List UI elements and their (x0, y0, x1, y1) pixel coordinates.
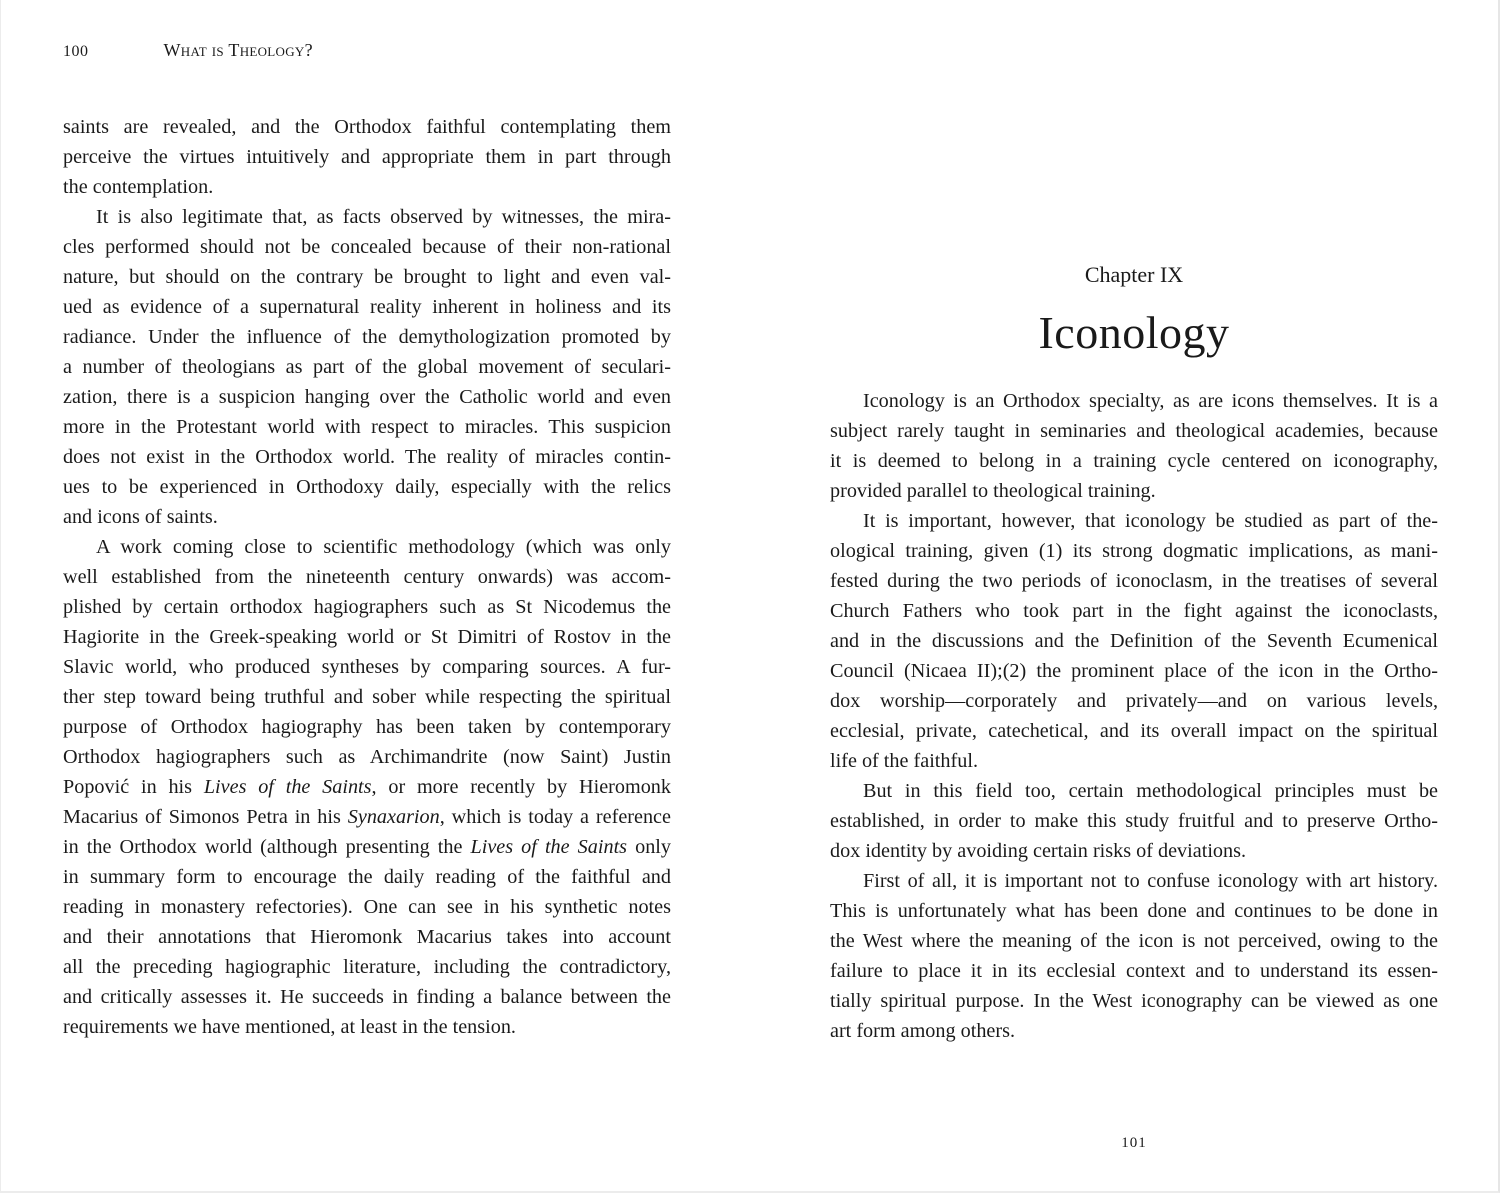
running-head-title: What is Theology? (163, 40, 313, 60)
italic-book-title: Lives of the Saints (203, 776, 372, 798)
left-body-text (63, 112, 671, 1042)
text-run: , or more recently by Hieromonk (371, 776, 671, 798)
text-line: ther step toward being truthful and sober while respecting the spiritual (63, 686, 671, 708)
text-line: nature, but should on the contrary be brought to light and even val- (63, 266, 671, 288)
text-line: Slavic world, who produced syntheses by comparing sources. A fur- (63, 656, 671, 678)
paragraph (830, 386, 1438, 506)
text-line: fested during the two periods of iconoclasm, in the treatises of several (830, 570, 1438, 592)
text-line: a number of theologians as part of the global movement of seculari- (63, 356, 671, 378)
text-line: A work coming close to scientific methodology (which was only (96, 536, 671, 558)
text-line: This is unfortunately what has been done and continues to be done in (830, 900, 1438, 922)
italic-book-title: Lives of the Saints (470, 836, 628, 858)
right-page (750, 0, 1500, 1193)
paragraph (830, 776, 1438, 866)
text-line: First of all, it is important not to confuse iconology with art history. (863, 870, 1438, 892)
text-run: , which is today a reference (439, 806, 671, 828)
text-run: only (627, 836, 672, 858)
text-line: dox worship—corporately and privately—and on various levels, (830, 690, 1438, 712)
text-line: Iconology is an Orthodox specialty, as are icons themselves. It is a (863, 390, 1438, 412)
text-line: Orthodox hagiographers such as Archimandrite (now Saint) Justin (63, 746, 671, 768)
text-run: Popović in his (63, 776, 204, 798)
italic-book-title: Synaxarion (347, 806, 440, 828)
page-number: 101 (1121, 1135, 1147, 1151)
text-line-with-italic (63, 832, 671, 862)
text-line: perceive the virtues intuitively and appropriate them in part through (63, 146, 671, 168)
text-line: radiance. Under the influence of the demythologization promoted by (63, 326, 671, 348)
text-line: well established from the nineteenth century onwards) was accom- (63, 566, 671, 588)
text-run: Macarius of Simonos Petra in his (63, 806, 348, 828)
text-line: requirements we have mentioned, at least in the tension. (63, 1016, 516, 1038)
text-line: ued as evidence of a supernatural reality inherent in holiness and its (63, 296, 671, 318)
text-line: Hagiorite in the Greek-speaking world or St Dimitri of Rostov in the (63, 626, 671, 648)
text-line: subject rarely taught in seminaries and theological academies, because (830, 420, 1438, 442)
text-line: established, in order to make this study fruitful and to preserve Ortho- (830, 810, 1438, 832)
text-line: in summary form to encourage the daily reading of the faithful and (63, 866, 671, 888)
text-line: cles performed should not be concealed because of their non-rational (63, 236, 671, 258)
paragraph (63, 532, 671, 1042)
text-line: purpose of Orthodox hagiography has been taken by contemporary (63, 716, 671, 738)
text-line-with-italic (63, 772, 671, 802)
paragraph (63, 112, 671, 202)
text-line: failure to place it in its ecclesial context and to understand its essen- (830, 960, 1438, 982)
text-line: and critically assesses it. He succeeds in finding a balance between the (63, 986, 671, 1008)
text-line: and in the discussions and the Definition of the Seventh Ecumenical (830, 630, 1438, 652)
text-line: Council (Nicaea II);(2) the prominent place of the icon in the Ortho- (830, 660, 1438, 682)
text-line: art form among others. (830, 1020, 1015, 1042)
text-line: life of the faithful. (830, 750, 978, 772)
text-line: plished by certain orthodox hagiographers such as St Nicodemus the (63, 596, 671, 618)
text-line: the West where the meaning of the icon is not perceived, owing to the (830, 930, 1438, 952)
text-line-with-italic (63, 802, 671, 832)
text-line: saints are revealed, and the Orthodox faithful contemplating them (63, 116, 671, 138)
text-line: zation, there is a suspicion hanging over the Catholic world and even (63, 386, 671, 408)
text-line: does not exist in the Orthodox world. The reality of miracles contin- (63, 446, 671, 468)
text-line: the contemplation. (63, 176, 214, 198)
text-run: in the Orthodox world (although presenting the (63, 836, 471, 858)
text-line: more in the Protestant world with respect to miracles. This suspicion (63, 416, 671, 438)
text-line: reading in monastery refectories). One can see in his synthetic notes (63, 896, 671, 918)
right-body-text (830, 386, 1438, 1046)
text-line: and their annotations that Hieromonk Macarius takes into account (63, 926, 671, 948)
paragraph (63, 202, 671, 532)
page-number: 100 (63, 43, 89, 60)
text-line: ues to be experienced in Orthodoxy daily, especially with the relics (63, 476, 671, 498)
text-line: all the preceding hagiographic literature, including the contradictory, (63, 956, 671, 978)
chapter-title: Iconology (1038, 307, 1230, 358)
text-line: provided parallel to theological training. (830, 480, 1156, 502)
text-line: It is also legitimate that, as facts observed by witnesses, the mira- (96, 206, 671, 228)
text-line: Church Fathers who took part in the fight against the iconoclasts, (830, 600, 1438, 622)
paragraph (830, 866, 1438, 1046)
text-line: dox identity by avoiding certain risks of deviations. (830, 840, 1247, 862)
text-line: But in this field too, certain methodological principles must be (863, 780, 1438, 802)
paragraph (830, 506, 1438, 776)
text-line: ecclesial, private, catechetical, and its overall impact on the spiritual (830, 720, 1438, 742)
text-line: ological training, given (1) its strong dogmatic implications, as mani- (830, 540, 1438, 562)
running-head (63, 40, 313, 61)
text-line: it is deemed to belong in a training cycle centered on iconography, (830, 450, 1438, 472)
text-line: tially spiritual purpose. In the West iconography can be viewed as one (830, 990, 1438, 1012)
chapter-label: Chapter IX (1084, 262, 1184, 287)
text-line: It is important, however, that iconology be studied as part of the- (863, 510, 1438, 532)
text-line: and icons of saints. (63, 506, 218, 528)
